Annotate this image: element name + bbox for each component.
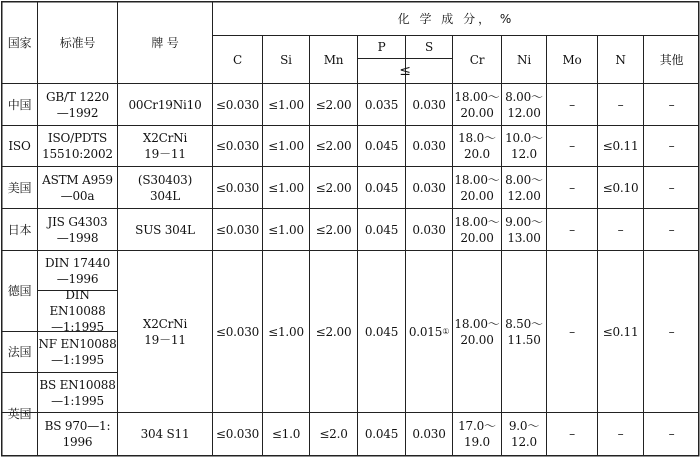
cell-s: 0.030 [412,222,446,237]
cell-s-value: 0.015 [408,324,443,339]
cell-p: 0.045 [364,324,399,339]
header-element-c: C [233,52,242,67]
header-standard: 标准号 [59,35,96,50]
cell-s: 0.015 ① [408,324,450,339]
cell-mn: ≤2.00 [315,139,352,153]
cell-ni: 8.00～ 12.00 [505,172,543,203]
cell-ni: 9.0～ 12.0 [508,419,540,449]
cell-country-france: 法国 [7,345,32,359]
cell-standard: GB/T 1220 —1992 [45,89,109,120]
cell-p: 0.045 [364,180,399,195]
cell-grade: X2CrNi 19－11 [142,131,188,161]
cell-p: 0.045 [364,427,399,441]
cell-grade: 304 S11 [140,427,190,441]
cell-country-uk: 英国 [7,407,32,421]
cell-si: ≤1.00 [268,324,304,339]
cell-mo: – [569,97,575,112]
cell-standard: NF EN10088 —1:1995 [38,337,117,367]
cell-c: ≤0.030 [215,222,260,237]
header-element-n: N [615,52,626,67]
cell-n: – [617,97,624,112]
header-element-p: P [377,40,386,54]
cell-p: 0.035 [364,97,399,112]
cell-mo: – [569,139,575,153]
header-grade: 牌 号 [151,35,179,50]
cell-other: – [668,139,675,153]
cell-standard: BS EN10088 —1:1995 [39,377,116,408]
cell-standard: DIN 17440 —1996 [44,255,111,286]
cell-p: 0.045 [364,139,399,153]
cell-other: – [668,324,675,339]
header-element-mn: Mn [323,52,344,67]
cell-n: – [617,222,624,237]
header-element-cr: Cr [469,52,485,67]
cell-si: ≤1.00 [268,139,304,153]
cell-cr: 18.00～ 20.00 [454,316,500,347]
header-element-mo: Mo [562,52,582,67]
cell-cr: 18.00～ 20.00 [454,89,500,120]
header-country: 国家 [7,35,32,50]
cell-c: ≤0.030 [215,427,260,441]
cell-s: 0.030 [412,97,446,112]
cell-country: 中国 [7,97,32,112]
cell-mn: ≤2.00 [315,222,352,237]
cell-ni: 10.0～ 12.0 [505,131,543,161]
cell-c: ≤0.030 [215,139,260,153]
cell-c: ≤0.030 [215,180,260,195]
header-element-s: S [424,40,434,54]
cell-p: 0.045 [364,222,399,237]
cell-si: ≤1.00 [268,180,304,195]
cell-ni: 8.00～ 12.00 [505,89,543,120]
cell-c: ≤0.030 [215,97,260,112]
cell-si: ≤1.00 [268,97,304,112]
cell-n: – [617,427,624,441]
cell-other: – [668,180,675,195]
cell-si: ≤1.00 [268,222,304,237]
cell-grade: X2CrNi 19－11 [142,316,188,347]
cell-mo: – [569,427,575,441]
cell-country: 美国 [7,180,32,195]
cell-s: 0.030 [412,139,446,153]
cell-n: ≤0.10 [602,180,639,195]
header-element-other: 其他 [659,52,684,67]
cell-grade: (S30403) 304L [137,172,193,203]
cell-cr: 18.00～ 20.00 [454,214,500,245]
cell-standard: ASTM A959 —00a [42,172,113,203]
cell-si: ≤1.0 [271,427,301,441]
header-max-symbol: ≤ [399,63,411,79]
cell-standard: DIN EN10088 —1:1995 [49,288,106,334]
cell-mn: ≤2.00 [315,180,352,195]
cell-mn: ≤2.0 [319,427,348,441]
cell-mo: – [569,222,575,237]
cell-mo: – [569,324,575,339]
cell-mn: ≤2.00 [315,97,352,112]
cell-n: ≤0.11 [602,139,639,153]
cell-other: – [668,97,675,112]
cell-n: ≤0.11 [602,324,639,339]
cell-ni: 8.50～ 11.50 [505,316,543,347]
cell-country: 日本 [7,222,32,237]
cell-s: 0.030 [412,427,446,441]
header-composition: 化 学 成 分， % [397,11,515,26]
cell-cr: 17.0～ 19.0 [458,419,496,449]
cell-grade: SUS 304L [135,222,195,237]
header-element-ni: Ni [517,52,531,67]
cell-standard: ISO/PDTS 15510:2002 [42,131,113,161]
header-element-si: Si [280,52,292,67]
cell-country-germany: 德国 [7,284,32,298]
cell-other: – [668,427,675,441]
cell-standard: JIS G4303 —1998 [47,214,108,245]
cell-grade: 00Cr19Ni10 [128,97,202,112]
cell-s: 0.030 [412,180,446,195]
cell-mo: – [569,180,575,195]
cell-country: ISO [8,139,31,153]
cell-c: ≤0.030 [215,324,260,339]
cell-standard: BS 970—1: 1996 [44,419,111,449]
cell-mn: ≤2.00 [315,324,352,339]
cell-cr: 18.0～ 20.0 [458,131,496,161]
cell-cr: 18.00～ 20.00 [454,172,500,203]
cell-other: – [668,222,675,237]
cell-ni: 9.00～ 13.00 [505,214,543,245]
